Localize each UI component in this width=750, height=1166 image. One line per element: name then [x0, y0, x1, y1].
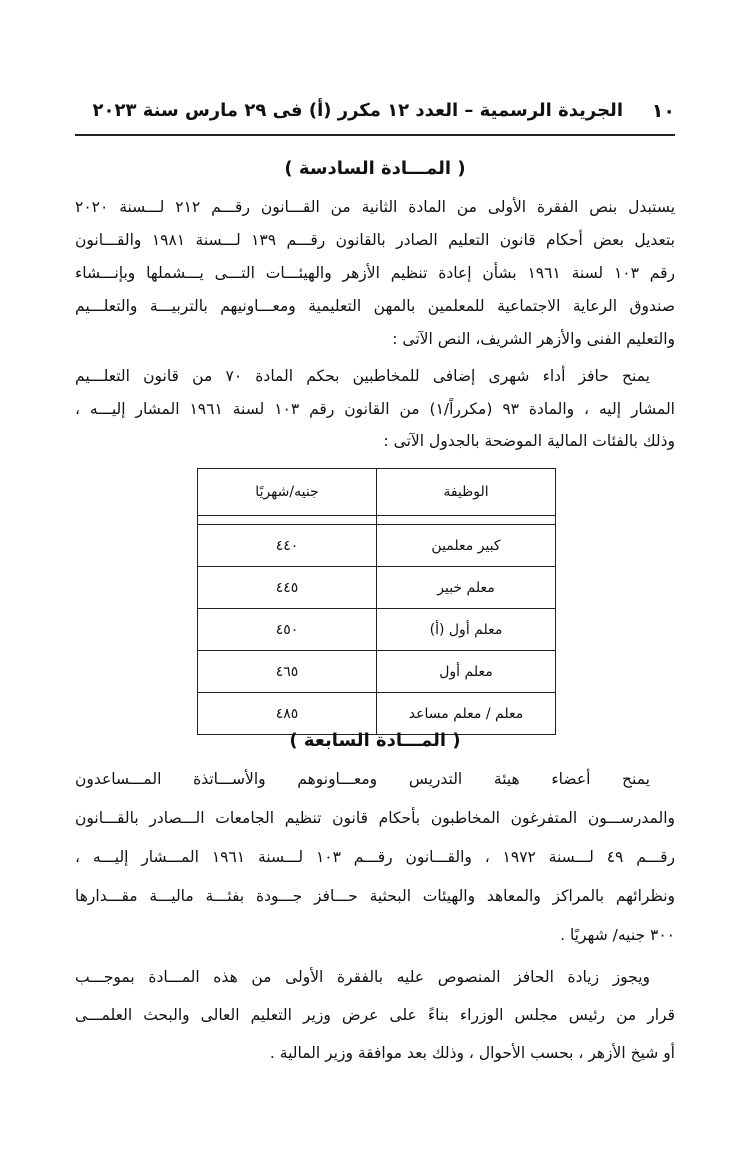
amount-cell: ٤٦٥	[198, 651, 377, 693]
page-header	[75, 96, 675, 136]
amount-cell: ٤٥٠	[198, 609, 377, 651]
article-7-line: يمنح أعضاء هيئة التدريس ومعـــاونوهم والأســـاتذة المـــساعدون	[75, 770, 650, 788]
article-7-heading: ( المـــادة السابعة )	[289, 730, 461, 751]
article-7-line: ونظرائهم بالمراكز والمعاهد والهيئات البحثية حـــافز جـــودة بفئـــة ماليـــة مقـــدارها	[75, 887, 675, 905]
article-6-line: يمنح حافز أداء شهرى إضافى للمخاطبين بحكم المادة ٧٠ من قانون التعلـــيم	[75, 367, 650, 385]
article-7-line: قرار من رئيس مجلس الوزراء بناءً على عرض وزير التعليم العالى والبحث العلمـــى	[75, 1006, 675, 1024]
table-spacer	[198, 516, 556, 525]
article-7-line: ويجوز زيادة الحافز المنصوص عليه بالفقرة الأولى من هذه المـــادة بموجـــب	[75, 968, 650, 986]
amount-cell: ٤٤٥	[198, 567, 377, 609]
job-cell: معلم خبير	[377, 567, 556, 609]
table-row	[198, 525, 556, 567]
article-7-line: ٣٠٠ جنيه/ شهريًا .	[560, 926, 675, 944]
table-row	[198, 567, 556, 609]
article-6-line: وذلك بالفئات المالية الموضحة بالجدول الآتى :	[383, 432, 675, 450]
article-6-heading: ( المـــادة السادسة )	[284, 158, 466, 179]
column-header-amount: جنيه/شهريًا	[198, 469, 377, 516]
column-header-job: الوظيفة	[377, 469, 556, 516]
incentive-table	[197, 468, 556, 735]
job-cell: معلم / معلم مساعد	[377, 693, 556, 735]
article-7-line: والمدرســـون المتفرغون المخاطبون بأحكام قانون تنظيم الجامعات الـــصادر بالقـــانون	[75, 809, 675, 827]
article-7-line: رقـــم ٤٩ لـــسنة ١٩٧٢ ، والقـــانون رقـــم ١٠٣ لـــسنة ١٩٦١ المـــشار إليـــه ،	[75, 848, 675, 866]
article-6-line: المشار إليه ، والمادة ٩٣ (مكرراً/١) من القانون رقم ١٠٣ لسنة ١٩٦١ المشار إليـــه ،	[75, 400, 675, 418]
table-row	[198, 609, 556, 651]
article-6-line: يستبدل بنص الفقرة الأولى من المادة الثانية من القـــانون رقـــم ٢١٢ لـــسنة ٢٠٢٠	[75, 198, 675, 216]
article-7-line: أو شيخ الأزهر ، بحسب الأحوال ، وذلك بعد موافقة وزير المالية .	[269, 1044, 675, 1062]
header-title: الجريدة الرسمية – العدد ١٢ مكرر (أ) فى ٢٩ مارس سنة ٢٠٢٣	[92, 100, 623, 121]
amount-cell: ٤٨٥	[198, 693, 377, 735]
table-row	[198, 651, 556, 693]
job-cell: كبير معلمين	[377, 525, 556, 567]
article-6-line: بتعديل بعض أحكام قانون التعليم الصادر بالقانون رقـــم ١٣٩ لـــسنة ١٩٨١ والقـــانون	[75, 231, 675, 249]
job-cell: معلم أول	[377, 651, 556, 693]
article-6-line: والتعليم الفنى والأزهر الشريف، النص الآتى :	[392, 330, 675, 348]
table-header-row	[198, 469, 556, 516]
page-number: ١٠	[651, 100, 675, 122]
job-cell: معلم أول (أ)	[377, 609, 556, 651]
article-6-line: رقم ١٠٣ لسنة ١٩٦١ بشأن إعادة تنظيم الأزهر والهيئـــات التـــى يـــشملها وبإنـــشاء	[75, 264, 675, 282]
table-row	[198, 693, 556, 735]
article-6-line: صندوق الرعاية الاجتماعية للمعلمين بالمهن التعليمية ومعـــاونيهم بالتربيـــة والتعلـــيم	[75, 297, 675, 315]
amount-cell: ٤٤٠	[198, 525, 377, 567]
